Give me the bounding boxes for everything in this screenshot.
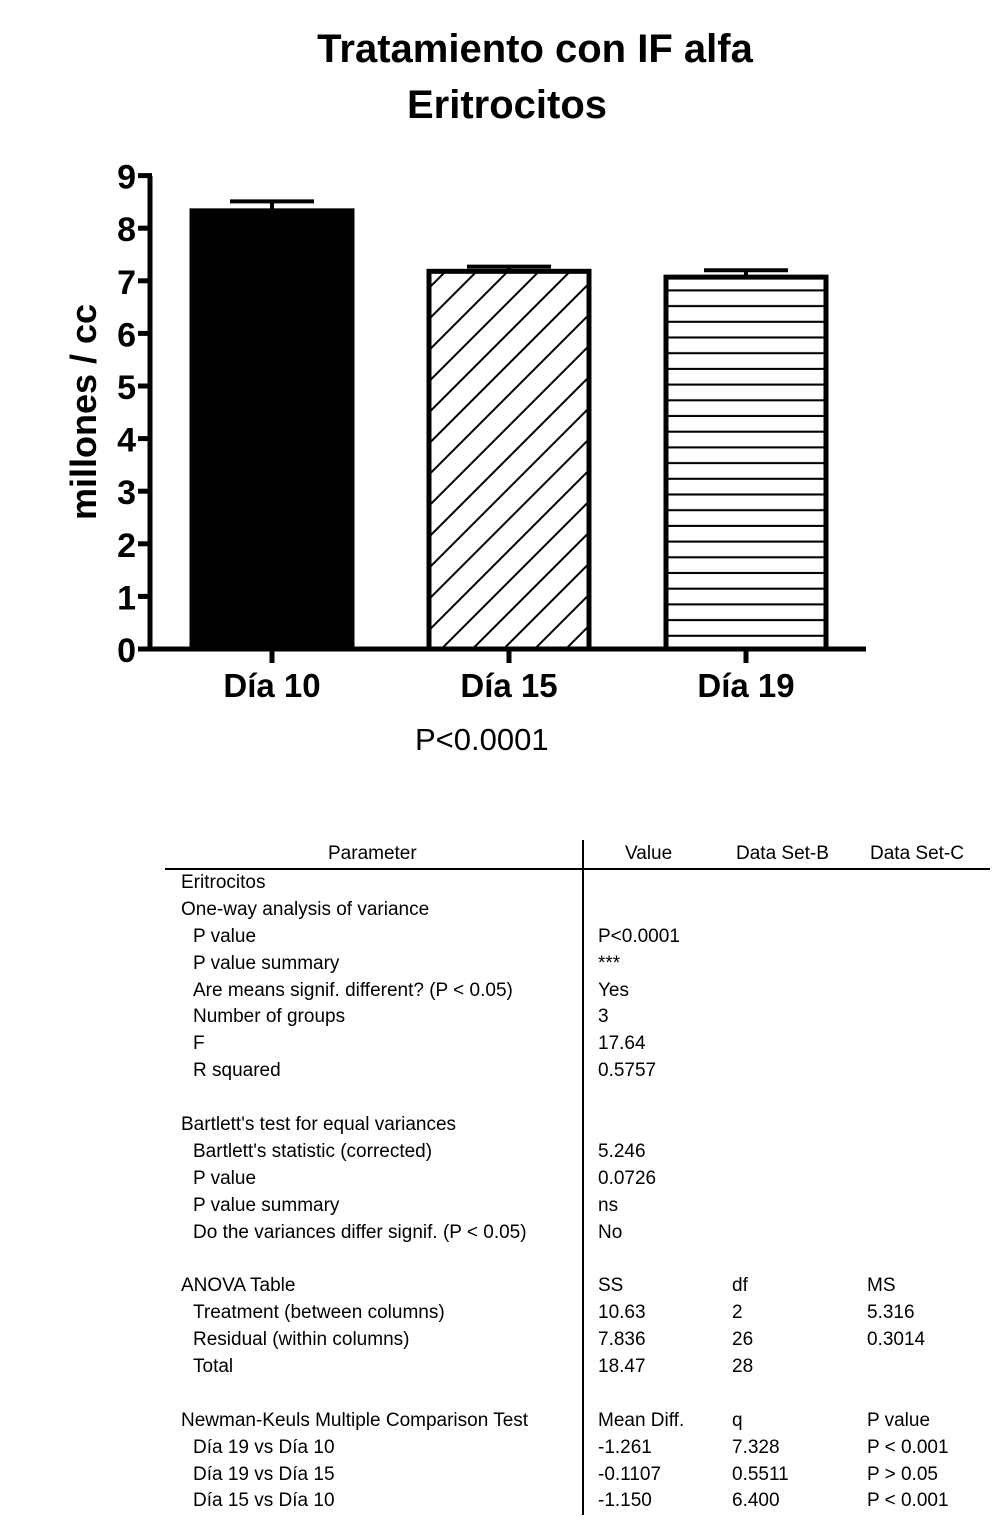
table-cell: Bartlett's test for equal variances — [181, 1114, 457, 1136]
table-cell: 2 — [732, 1302, 743, 1324]
table-cell: P value — [193, 925, 257, 947]
table-cell: 7.836 — [598, 1329, 646, 1351]
table-cell: P value — [193, 1167, 257, 1189]
table-cell: F — [193, 1033, 205, 1055]
y-tick-label: 7 — [117, 263, 136, 302]
y-tick-label: 5 — [117, 369, 136, 407]
table-row — [165, 978, 990, 1005]
table-row — [165, 1058, 990, 1085]
table-cell: Eritrocitos — [181, 872, 266, 893]
y-tick-label: 3 — [117, 474, 136, 513]
table-cell: R squared — [193, 1060, 281, 1082]
header-parameter: Parameter — [328, 843, 417, 864]
table-cell: Bartlett's statistic (corrected) — [193, 1140, 433, 1162]
table-cell: Treatment (between columns) — [193, 1302, 445, 1324]
table-cell: Mean Diff. — [598, 1409, 685, 1431]
bars-group — [192, 201, 826, 649]
table-cell: -1.261 — [598, 1436, 652, 1458]
table-cell: 0.0726 — [598, 1167, 657, 1189]
table-cell: 10.63 — [598, 1302, 646, 1324]
table-cell: -0.1107 — [598, 1463, 662, 1485]
x-tick-label: Día 19 — [697, 667, 795, 704]
table-cell: P value summary — [193, 1194, 340, 1216]
table-cell: P value summary — [193, 952, 340, 974]
table-cell: P value — [867, 1409, 931, 1431]
table-cell: Are means signif. different? (P < 0.05) — [193, 979, 513, 1001]
table-row — [165, 1273, 990, 1300]
table-row — [165, 951, 990, 978]
table-row — [165, 1381, 990, 1408]
table-cell: P<0.0001 — [598, 925, 680, 947]
table-row — [165, 897, 990, 924]
table-row — [165, 1031, 990, 1058]
table-cell: 0.3014 — [867, 1329, 926, 1351]
p-value-annotation: P<0.0001 — [415, 722, 549, 757]
table-row — [165, 1435, 990, 1462]
table-cell: ns — [598, 1194, 619, 1216]
table-cell: Día 15 vs Día 10 — [193, 1490, 335, 1512]
y-tick-label: 4 — [117, 421, 136, 460]
header-value: Value — [625, 843, 673, 864]
table-row — [165, 924, 990, 951]
table-row — [165, 1408, 990, 1435]
bar-0 — [192, 211, 352, 649]
table-row — [165, 1220, 990, 1247]
y-tick-label: 0 — [117, 632, 136, 670]
table-cell: 6.400 — [732, 1490, 780, 1512]
table-cell: Number of groups — [193, 1006, 346, 1028]
y-tick-label: 6 — [117, 316, 136, 355]
table-row — [165, 1166, 990, 1193]
table-cell: 17.64 — [598, 1033, 646, 1055]
y-tick-label: 1 — [117, 579, 136, 618]
header-data-set-c: Data Set-C — [870, 843, 964, 864]
table-cell: Día 19 vs Día 15 — [193, 1463, 335, 1485]
table-cell: Yes — [598, 979, 629, 1001]
chart-title-line-2: Eritrocitos — [406, 83, 608, 127]
chart-title-line-1: Tratamiento con IF alfa — [317, 27, 753, 71]
bar-2 — [666, 277, 826, 649]
table-cell: 26 — [732, 1329, 754, 1351]
table-row — [165, 1085, 990, 1112]
table-row — [165, 1462, 990, 1489]
table-row — [165, 1300, 990, 1327]
table-cell: 5.316 — [867, 1302, 915, 1324]
table-body — [165, 870, 990, 1515]
table-cell: 0.5511 — [732, 1463, 789, 1485]
table-cell: -1.150 — [598, 1490, 652, 1512]
table-cell: Total — [193, 1356, 234, 1378]
y-tick-label: 8 — [117, 211, 136, 250]
table-cell: ANOVA Table — [181, 1275, 296, 1297]
table-row — [165, 1246, 990, 1273]
table-cell: 18.47 — [598, 1356, 646, 1378]
table-row — [165, 1488, 990, 1515]
bar-1 — [429, 271, 589, 649]
y-axis-ticks — [117, 159, 152, 670]
y-tick-label: 2 — [117, 526, 136, 565]
table-row — [165, 1327, 990, 1354]
table-cell: 28 — [732, 1356, 754, 1378]
table-cell: df — [732, 1275, 748, 1297]
x-tick-label: Día 15 — [460, 667, 558, 704]
table-header — [165, 840, 990, 870]
table-cell: SS — [598, 1275, 624, 1297]
table-row — [165, 870, 990, 897]
table-cell: Newman-Keuls Multiple Comparison Test — [181, 1409, 529, 1431]
table-cell: 7.328 — [732, 1436, 780, 1458]
table-cell: 3 — [598, 1006, 609, 1028]
table-row — [165, 1112, 990, 1139]
table-cell: P < 0.001 — [867, 1436, 949, 1458]
table-cell: Do the variances differ signif. (P < 0.05) — [193, 1221, 527, 1243]
table-cell: No — [598, 1221, 623, 1243]
table-row — [165, 1354, 990, 1381]
stats-table — [165, 840, 990, 1515]
x-axis-ticks — [223, 647, 794, 704]
y-axis-label: millones / cc — [63, 303, 104, 521]
table-row — [165, 1193, 990, 1220]
x-tick-label: Día 10 — [223, 667, 321, 704]
y-tick-label: 9 — [117, 158, 136, 197]
table-cell: Residual (within columns) — [193, 1329, 410, 1351]
table-cell: MS — [867, 1275, 896, 1297]
table-cell: One-way analysis of variance — [181, 898, 430, 920]
table-cell: 0.5757 — [598, 1060, 657, 1082]
table-cell: P < 0.001 — [867, 1490, 949, 1512]
table-cell: P > 0.05 — [867, 1463, 938, 1485]
table-cell: Día 19 vs Día 10 — [193, 1436, 335, 1458]
table-row — [165, 1139, 990, 1166]
table-cell: *** — [598, 952, 621, 974]
table-row — [165, 1004, 990, 1031]
header-data-set-b: Data Set-B — [736, 843, 829, 864]
table-cell: 5.246 — [598, 1140, 646, 1162]
table-cell: q — [732, 1409, 743, 1431]
